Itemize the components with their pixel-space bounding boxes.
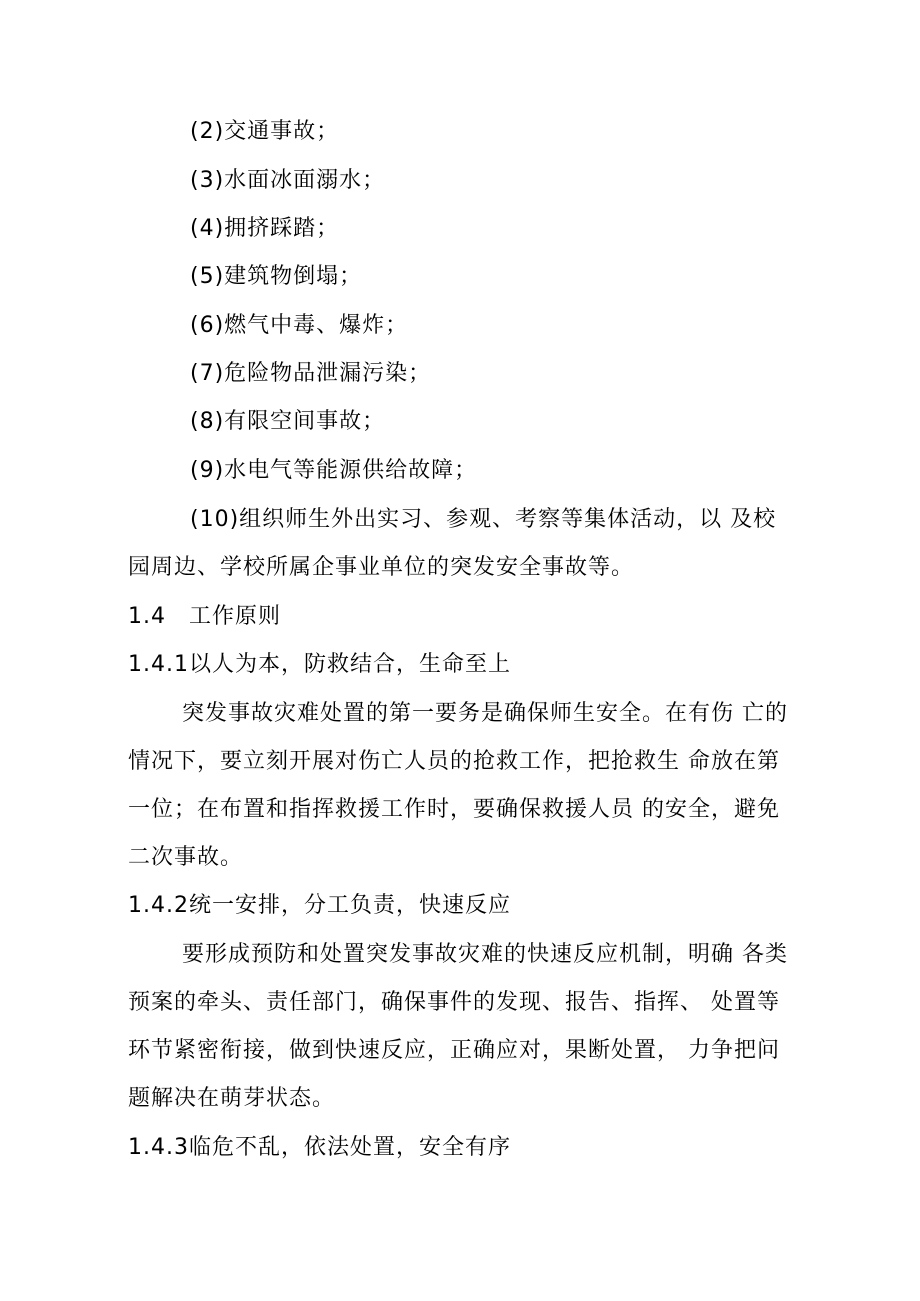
section-heading-1-4-1: 1.4.1以人为本，防救结合，生命至上 [128, 652, 511, 677]
paragraph-1-4-1-line-4: 二次事故。 [128, 845, 244, 870]
list-item-10-line-1: (10)组织师生外出实习、参观、考察等集体活动，以 及校 [190, 507, 777, 532]
list-item-5: (5)建筑物倒塌； [190, 264, 363, 289]
list-item-2: (2)交通事故； [190, 119, 340, 144]
list-item-6: (6)燃气中毒、爆炸； [190, 313, 409, 338]
list-item-4: (4)拥挤踩踏； [190, 216, 340, 241]
paragraph-1-4-1-line-2: 情况下，要立刻开展对伤亡人员的抢救工作，把抢救生 命放在第 [128, 749, 780, 774]
list-item-10-line-2: 园周边、学校所属企事业单位的突发安全事故等。 [128, 555, 635, 580]
list-item-3: (3)水面冰面溺水； [190, 168, 386, 193]
paragraph-1-4-1-line-3: 一位；在布置和指挥救援工作时，要确保救援人员 的安全，避免 [128, 797, 780, 822]
paragraph-1-4-2-line-2: 预案的牵头、责任部门，确保事件的发现、报告、指挥、 处置等 [128, 990, 780, 1015]
list-item-8: (8)有限空间事故； [190, 409, 386, 434]
section-heading-1-4: 1.4 工作原则 [128, 604, 281, 629]
paragraph-1-4-2-line-1: 要形成预防和处置突发事故灾难的快速反应机制，明确 各类 [182, 942, 788, 967]
paragraph-1-4-1-line-1: 突发事故灾难处置的第一要务是确保师生安全。在有伤 亡的 [182, 701, 788, 726]
paragraph-1-4-2-line-3: 环节紧密衔接，做到快速反应，正确应对，果断处置， 力争把问 [128, 1038, 780, 1063]
list-item-7: (7)危险物品泄漏污染； [190, 361, 432, 386]
list-item-9: (9)水电气等能源供给故障； [190, 458, 478, 483]
paragraph-1-4-2-line-4: 题解决在萌芽状态。 [128, 1086, 336, 1111]
section-heading-1-4-3: 1.4.3临危不乱，依法处置，安全有序 [128, 1135, 511, 1160]
section-heading-1-4-2: 1.4.2统一安排，分工负责，快速反应 [128, 893, 511, 918]
